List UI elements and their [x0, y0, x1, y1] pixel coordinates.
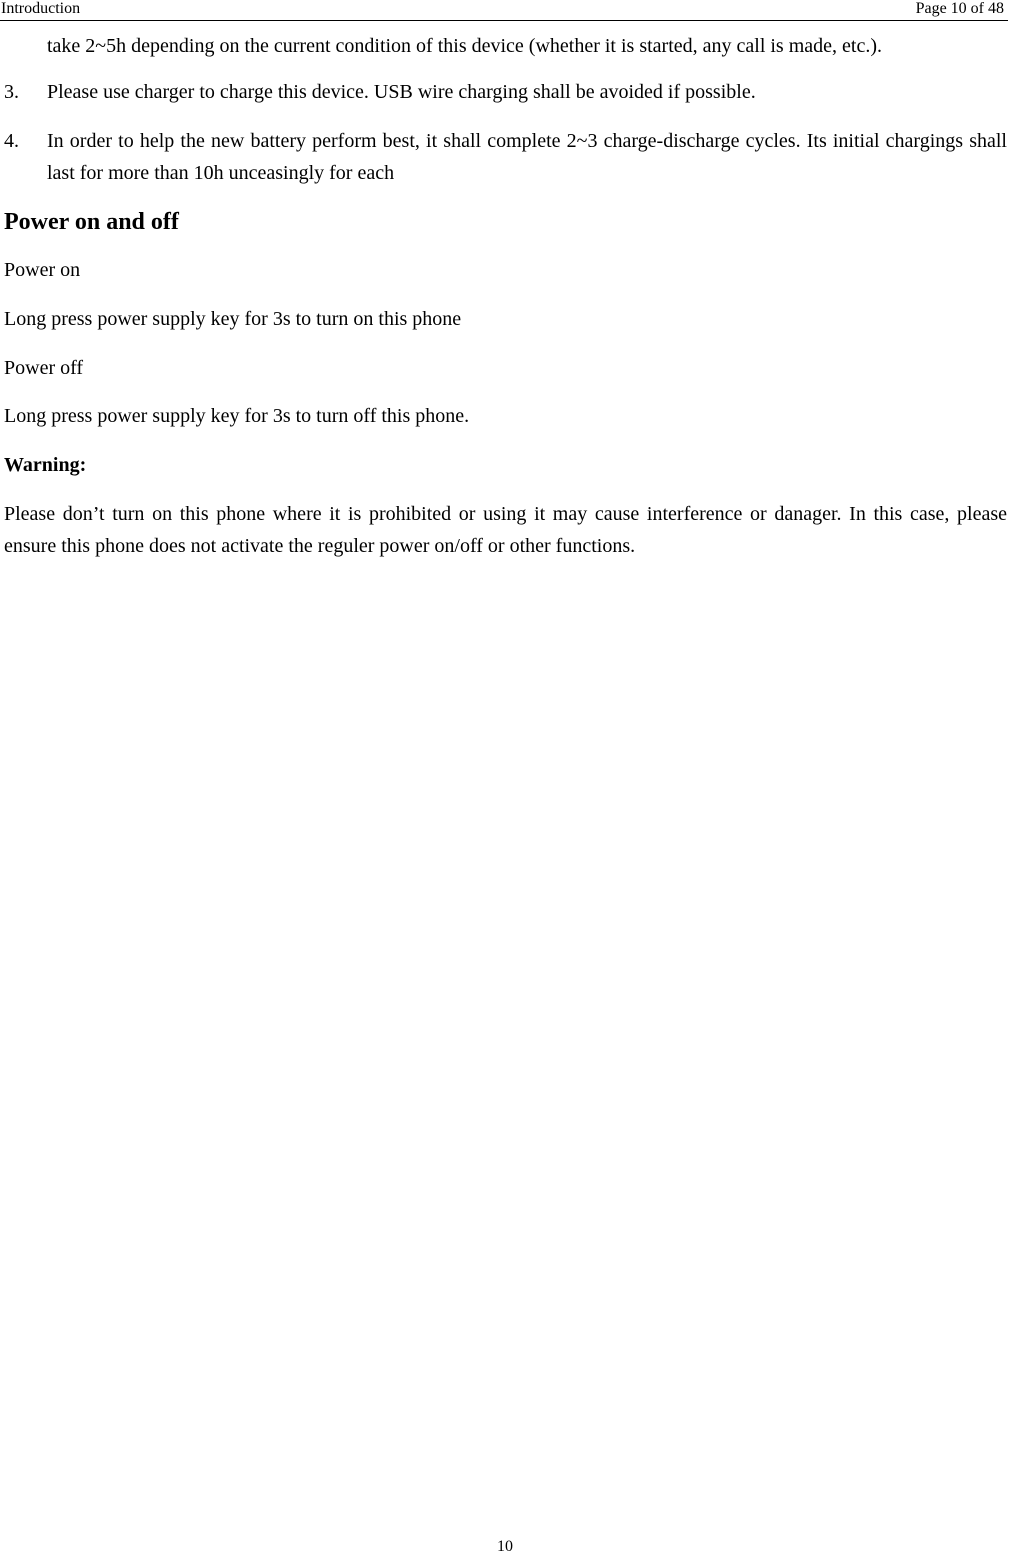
list-item-3 [4, 76, 1007, 108]
page-footer-number: 10 [497, 1538, 513, 1555]
list-number: 4. [4, 130, 19, 152]
warning-text: Please don’t turn on this phone where it is prohibited or using it may cause interference or danager. In this case, please ensure this phone does not activate the reguler power on/off or other functions. [4, 503, 1007, 557]
list-text: In order to help the new battery perform best, it shall complete 2~3 charge-discharge cycles. Its initial chargings shall last for more than 10h unceasingly for each [47, 130, 1007, 184]
power-off-label: Power off [4, 357, 84, 379]
power-on-label: Power on [4, 259, 81, 281]
power-off-text: Long press power supply key for 3s to turn off this phone. [4, 405, 470, 427]
list-text: Please use charger to charge this device. USB wire charging shall be avoided if possible. [47, 81, 756, 103]
warning-label: Warning: [4, 454, 87, 476]
power-on-text: Long press power supply key for 3s to turn on this phone [4, 308, 462, 330]
list-item-4 [4, 125, 1007, 189]
page-header [0, 0, 1008, 21]
continued-paragraph: take 2~5h depending on the current condition of this device (whether it is started, any call is made, etc.). [47, 35, 882, 57]
list-number: 3. [4, 81, 19, 103]
header-section-title: Introduction [1, 0, 81, 17]
header-page-label: Page 10 of 48 [915, 0, 1004, 17]
section-heading: Power on and off [4, 209, 179, 235]
